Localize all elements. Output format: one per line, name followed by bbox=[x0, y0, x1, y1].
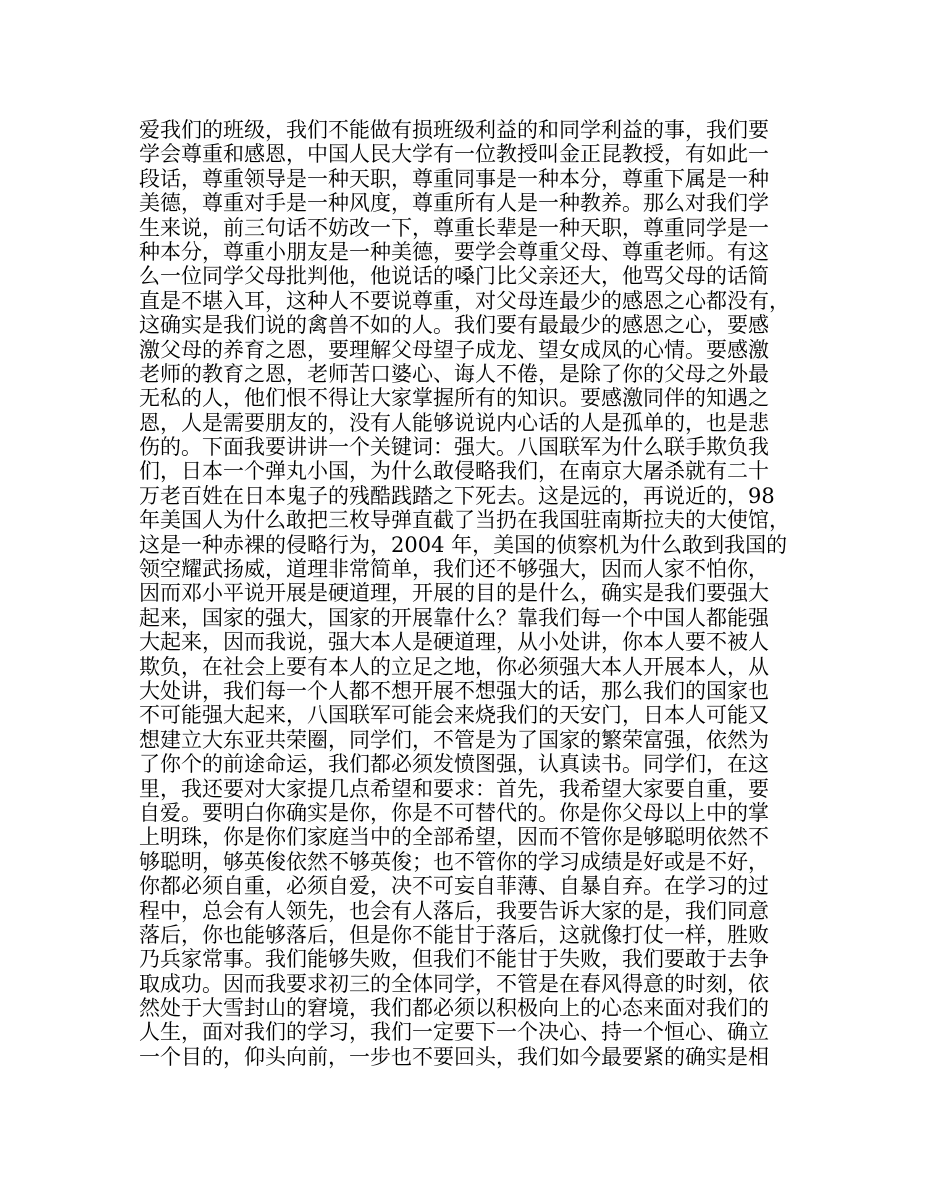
text-line: 欺负，在社会上要有本人的立足之地，你必须强大本人开展本人，从 bbox=[139, 654, 769, 679]
text-line: 伤的。下面我要讲讲一个关键词：强大。八国联军为什么联手欺负我 bbox=[139, 435, 769, 460]
text-line: 爱我们的班级，我们不能做有损班级利益的和同学利益的事，我们要 bbox=[139, 118, 769, 142]
text-line: 一个目的，仰头向前，一步也不要回头，我们如今最要紧的确实是相 bbox=[139, 1044, 769, 1069]
text-line: 里，我还要对大家提几点希望和要求：首先，我希望大家要自重，要 bbox=[139, 776, 769, 801]
text-line: 因而邓小平说开展是硬道理，开展的目的是什么，确实是我们要强大 bbox=[139, 581, 769, 606]
text-line: 美德，尊重对手是一种风度，尊重所有人是一种教养。那么对我们学 bbox=[139, 191, 769, 216]
text-line: 人生，面对我们的学习，我们一定要下一个决心、持一个恒心、确立 bbox=[139, 1020, 769, 1045]
text-line: 直是不堪入耳，这种人不要说尊重，对父母连最少的感恩之心都没有， bbox=[139, 288, 790, 313]
text-line: 种本分，尊重小朋友是一种美德，要学会尊重父母、尊重老师。有这 bbox=[139, 239, 769, 264]
text-line: 大处讲，我们每一个人都不想开展不想强大的话，那么我们的国家也 bbox=[139, 678, 769, 703]
text-line: 激父母的养育之恩，要理解父母望子成龙、望女成凤的心情。要感激 bbox=[139, 337, 769, 362]
text-line: 生来说，前三句话不妨改一下，尊重长辈是一种天职，尊重同学是一 bbox=[139, 215, 769, 240]
text-line: 起来，国家的强大，国家的开展靠什么？靠我们每一个中国人都能强 bbox=[139, 605, 769, 630]
text-line: 想建立大东亚共荣圈，同学们，不管是为了国家的繁荣富强，依然为 bbox=[139, 727, 769, 752]
text-line: 够聪明，够英俊依然不够英俊；也不管你的学习成绩是好或是不好， bbox=[139, 849, 769, 874]
text-line: 年美国人为什么敢把三枚导弹直截了当扔在我国驻南斯拉夫的大使馆， bbox=[139, 508, 790, 533]
text-line: 老师的教育之恩，老师苦口婆心、诲人不倦，是除了你的父母之外最 bbox=[139, 361, 769, 386]
text-line: 学会尊重和感恩，中国人民大学有一位教授叫金正昆教授，有如此一 bbox=[139, 142, 769, 167]
text-line: 这是一种赤裸的侵略行为，2004 年，美国的侦察机为什么敢到我国的 bbox=[139, 532, 788, 557]
text-line: 们，日本一个弹丸小国，为什么敢侵略我们，在南京大屠杀就有二十 bbox=[139, 459, 769, 484]
text-line: 你都必须自重，必须自爱，决不可妄自菲薄、自暴自弃。在学习的过 bbox=[139, 874, 769, 899]
text-line: 落后，你也能够落后，但是你不能甘于落后，这就像打仗一样，胜败 bbox=[139, 922, 769, 947]
text-line: 万老百姓在日本鬼子的残酷践踏之下死去。这是远的，再说近的，98 bbox=[139, 483, 775, 508]
body-text bbox=[139, 118, 819, 1069]
text-line: 然处于大雪封山的窘境，我们都必须以积极向上的心态来面对我们的 bbox=[139, 996, 769, 1021]
text-line: 大起来，因而我说，强大本人是硬道理，从小处讲，你本人要不被人 bbox=[139, 630, 769, 655]
text-line: 不可能强大起来，八国联军可能会来烧我们的天安门，日本人可能又 bbox=[139, 703, 769, 728]
text-line: 段话，尊重领导是一种天职，尊重同事是一种本分，尊重下属是一种 bbox=[139, 166, 769, 191]
text-line: 么一位同学父母批判他，他说话的嗓门比父亲还大，他骂父母的话简 bbox=[139, 264, 769, 289]
text-line: 这确实是我们说的禽兽不如的人。我们要有最最少的感恩之心，要感 bbox=[139, 313, 769, 338]
text-line: 程中，总会有人领先，也会有人落后，我要告诉大家的是，我们同意 bbox=[139, 898, 769, 923]
text-line: 了你个的前途命运，我们都必须发愤图强，认真读书。同学们，在这 bbox=[139, 752, 769, 777]
text-line: 自爱。要明白你确实是你，你是不可替代的。你是你父母以上中的掌 bbox=[139, 800, 769, 825]
text-line: 无私的人，他们恨不得让大家掌握所有的知识。要感激同伴的知遇之 bbox=[139, 386, 769, 411]
text-line: 恩，人是需要朋友的，没有人能够说说内心话的人是孤单的，也是悲 bbox=[139, 410, 769, 435]
text-line: 乃兵家常事。我们能够失败，但我们不能甘于失败，我们要敢于去争 bbox=[139, 947, 769, 972]
text-line: 取成功。因而我要求初三的全体同学，不管是在春风得意的时刻，依 bbox=[139, 971, 769, 996]
text-line: 领空耀武扬威，道理非常简单，我们还不够强大，因而人家不怕你， bbox=[139, 557, 769, 582]
text-line: 上明珠，你是你们家庭当中的全部希望，因而不管你是够聪明依然不 bbox=[139, 825, 769, 850]
